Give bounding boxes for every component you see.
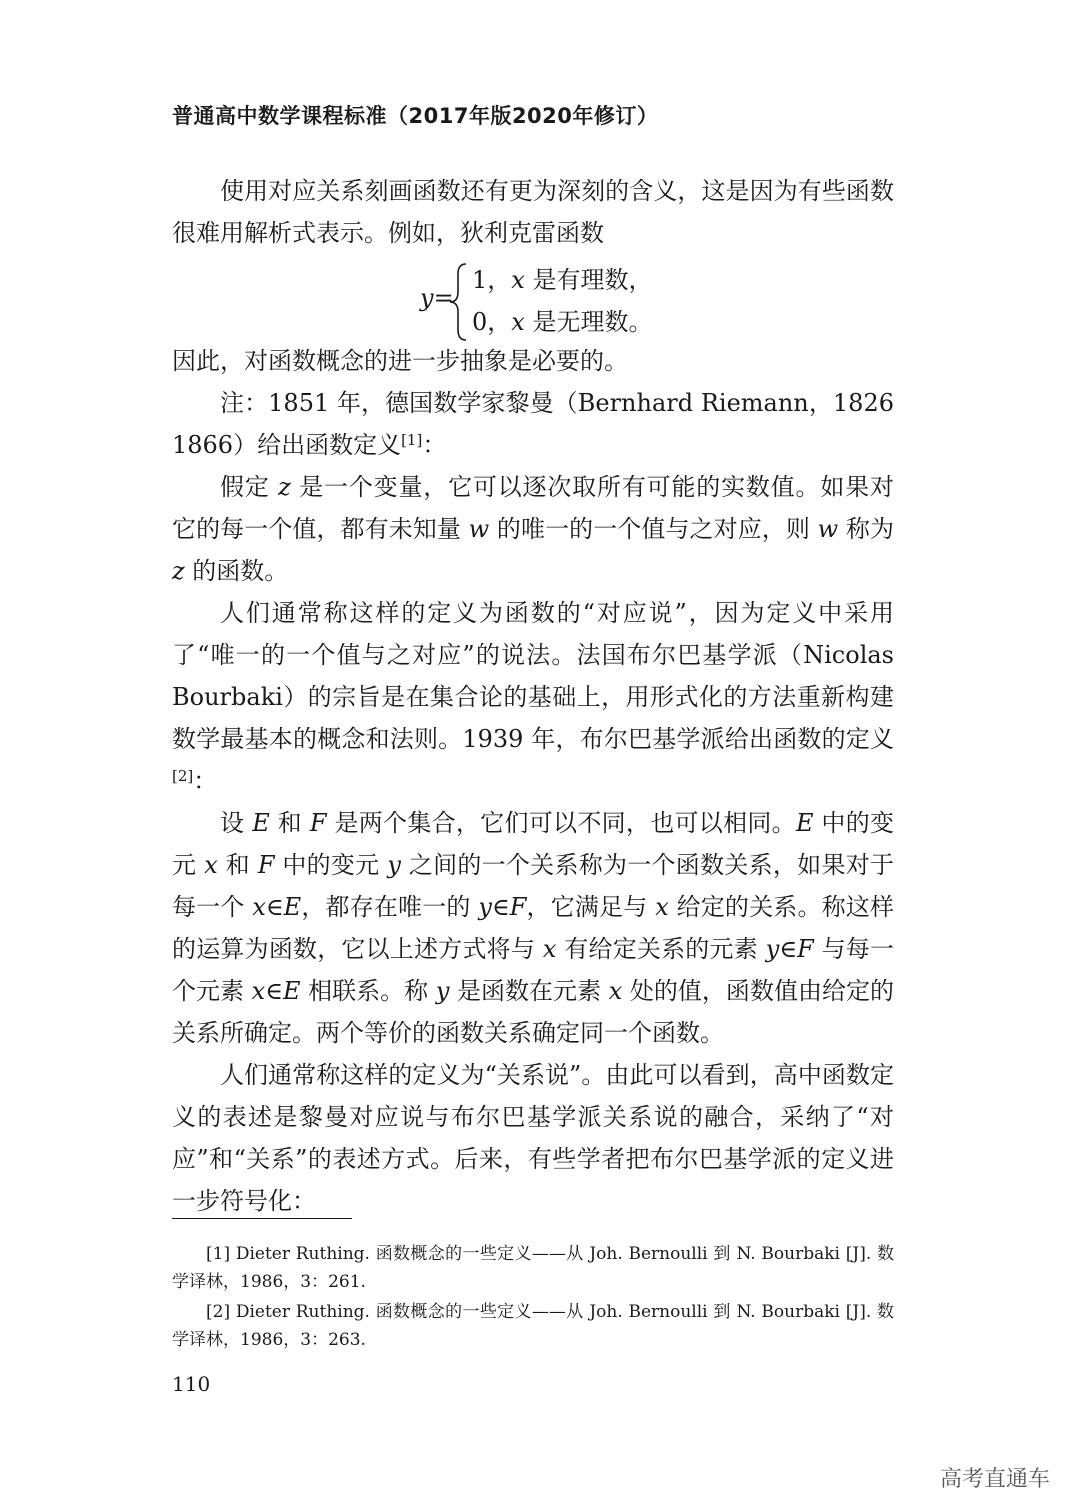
paragraph-correspondence-theory: 人们通常称这样的定义为函数的“对应说”，因为定义中采用了“唯一的一个值与之对应”的说法。法国布尔巴基学派（Nicolas Bourbaki）的宗旨是在集合论的基础上，用形式化的方法重新构建数学最基本的概念和法则。1939 年，布尔巴基学派给出函数的定义[2]： [172, 599, 894, 795]
footnotes [172, 1240, 894, 1356]
formula-case-irrational: 0，x 是无理数。 [472, 308, 653, 336]
paragraph-relation-theory: 人们通常称这样的定义为“关系说”。由此可以看到，高中函数定义的表述是黎曼对应说与布尔巴基学派关系说的融合，采纳了“对应”和“关系”的表述方式。后来，有些学者把布尔巴基学派的定义进一步符号化： [172, 1061, 894, 1215]
body-main [172, 340, 894, 1222]
running-header: 普通高中数学课程标准（2017年版2020年修订） [172, 104, 659, 128]
footnote-2: [2] Dieter Ruthing. 函数概念的一些定义——从 Joh. Bernoulli 到 N. Bourbaki [J]. 数学译林，1986，3：263. [172, 1302, 894, 1350]
formula-lhs: y= [420, 284, 454, 312]
dirichlet-function-formula [420, 258, 720, 348]
paragraph-riemann-definition: 假定 z 是一个变量，它可以逐次取所有可能的实数值。如果对它的每一个值，都有未知量 w 的唯一的一个值与之对应，则 w 称为 z 的函数。 [172, 473, 894, 585]
page-number: 110 [172, 1372, 211, 1396]
footnote-1: [1] Dieter Ruthing. 函数概念的一些定义——从 Joh. Bernoulli 到 N. Bourbaki [J]. 数学译林，1986，3：261. [172, 1244, 894, 1292]
paragraph-riemann-note: 注：1851 年，德国数学家黎曼（Bernhard Riemann，1826 1866）给出函数定义[1]： [172, 389, 894, 459]
paragraph-abstraction: 因此，对函数概念的进一步抽象是必要的。 [172, 347, 628, 375]
footnote-ref-2[interactable]: [2] [172, 767, 194, 785]
left-brace-icon [446, 262, 472, 342]
watermark: 高考直通车 [940, 1467, 1051, 1492]
footnote-ref-1[interactable]: [1] [401, 431, 423, 449]
formula-case-rational: 1，x 是有理数， [472, 266, 653, 294]
paragraph-bourbaki-definition: 设 E 和 F 是两个集合，它们可以不同，也可以相同。E 中的变元 x 和 F 中的变元 y 之间的一个关系称为一个函数关系，如果对于每一个 x∈E，都存在唯一的 y∈F，它满足与 x 给定的关系。称这样的运算为函数，它以上述方式将与 x 有给定关系的元素 y∈F 与每一个元素 x∈E 相联系。称 y 是函数在元素 x 处的值，函数值由给定的关系所确定。两个等价的函数关系确定同一个函数。 [172, 809, 894, 1047]
footnote-divider [172, 1218, 352, 1219]
paragraph-dirichlet-intro: 使用对应关系刻画函数还有更为深刻的含义，这是因为有些函数很难用解析式表示。例如，狄利克雷函数 [172, 177, 894, 247]
paragraph-intro [172, 170, 894, 254]
